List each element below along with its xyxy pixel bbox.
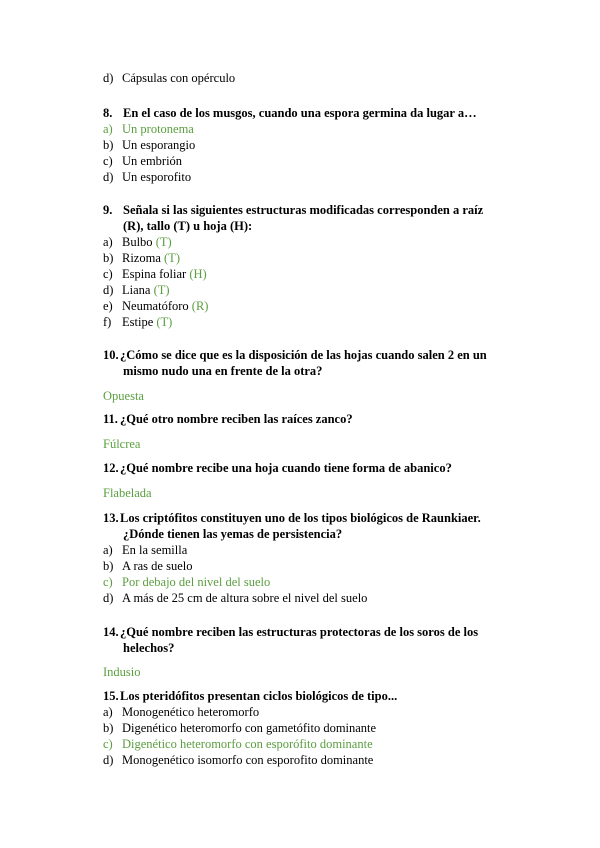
- q13-question-line2: ¿Dónde tienen las yemas de persistencia?: [123, 527, 343, 541]
- option-letter: a): [103, 235, 113, 249]
- q15-option-d: [103, 752, 373, 768]
- question-number: 10.: [103, 348, 119, 362]
- q15-option-a: [103, 704, 259, 720]
- question-number: 9.: [103, 203, 113, 217]
- q8-option-b: [103, 137, 195, 153]
- q9-option-e: [103, 298, 208, 314]
- option-text: A ras de suelo: [122, 559, 193, 573]
- option-letter: a): [103, 543, 113, 557]
- option-letter: d): [103, 170, 114, 184]
- option-text: Un esporofito: [122, 170, 192, 184]
- question-text: ¿Qué otro nombre reciben las raíces zanco?: [120, 412, 353, 426]
- q15-option-c: [103, 736, 373, 752]
- question-number: 8.: [103, 106, 113, 120]
- option-letter: a): [103, 705, 113, 719]
- q9-option-c: [103, 266, 207, 282]
- question-text: Los criptófitos constituyen uno de los tipos biológicos de Raunkiaer.: [120, 511, 481, 525]
- option-letter: d): [103, 283, 114, 297]
- option-letter: b): [103, 721, 114, 735]
- option-text: Espina foliar: [122, 267, 187, 281]
- option-text: Un embrión: [122, 154, 183, 168]
- option-letter: c): [103, 737, 113, 751]
- q13-option-c: [103, 574, 270, 590]
- q13-option-a: [103, 542, 187, 558]
- option-letter: d): [103, 591, 114, 605]
- q7-option-d: [103, 70, 235, 86]
- option-letter: e): [103, 299, 113, 313]
- question-text: ¿Qué nombre reciben las estructuras protectoras de los soros de los: [120, 625, 479, 639]
- option-text: Por debajo del nivel del suelo: [122, 575, 271, 589]
- q9-option-b: [103, 250, 180, 266]
- q10-question-line2: mismo nudo una en frente de la otra?: [123, 364, 323, 378]
- q9-question-line2: (R), tallo (T) u hoja (H):: [123, 219, 253, 233]
- option-letter: c): [103, 575, 113, 589]
- option-text: Bulbo: [122, 235, 153, 249]
- q9-option-a: [103, 234, 172, 250]
- question-text: Señala si las siguientes estructuras modificadas corresponden a raíz: [123, 203, 484, 217]
- q15-question: [103, 688, 397, 704]
- q9-question-line1: [103, 202, 483, 218]
- q11-question: [103, 411, 353, 427]
- question-text: Los pteridófitos presentan ciclos biológicos de tipo...: [120, 689, 398, 703]
- option-answer: (R): [191, 299, 209, 313]
- option-letter: b): [103, 251, 114, 265]
- q10-question-line1: [103, 347, 487, 363]
- question-number: 13.: [103, 511, 119, 525]
- option-text: Un esporangio: [122, 138, 196, 152]
- option-text: A más de 25 cm de altura sobre el nivel del suelo: [122, 591, 368, 605]
- option-text: En la semilla: [122, 543, 188, 557]
- option-letter: d): [103, 753, 114, 767]
- option-letter: c): [103, 267, 113, 281]
- option-letter: c): [103, 154, 113, 168]
- q9-option-f: [103, 314, 172, 330]
- question-number: 14.: [103, 625, 119, 639]
- q13-option-d: [103, 590, 367, 606]
- option-letter: b): [103, 138, 114, 152]
- question-text: ¿Qué nombre recibe una hoja cuando tiene forma de abanico?: [120, 461, 452, 475]
- option-letter: a): [103, 122, 113, 136]
- option-letter: f): [103, 315, 112, 329]
- option-text: Estipe: [122, 315, 154, 329]
- option-text: Cápsulas con opérculo: [122, 71, 236, 85]
- q13-question-line1: [103, 510, 481, 526]
- q11-answer: Fúlcrea: [103, 437, 141, 451]
- option-text: Monogenético heteromorfo: [122, 705, 260, 719]
- question-number: 11.: [103, 412, 118, 426]
- option-letter: d): [103, 71, 114, 85]
- q8-option-c: [103, 153, 182, 169]
- option-answer: (T): [153, 283, 170, 297]
- q10-answer: Opuesta: [103, 389, 144, 403]
- q13-option-b: [103, 558, 192, 574]
- option-answer: (T): [156, 315, 173, 329]
- q8-question: [103, 105, 477, 121]
- option-text: Un protonema: [122, 122, 194, 136]
- q12-answer: Flabelada: [103, 486, 152, 500]
- question-number: 12.: [103, 461, 119, 475]
- option-answer: (T): [155, 235, 172, 249]
- q8-option-a: [103, 121, 194, 137]
- q8-option-d: [103, 169, 191, 185]
- option-answer: (T): [164, 251, 180, 265]
- option-text: Digenético heteromorfo con esporófito dominante: [122, 737, 373, 751]
- q14-question-line2: helechos?: [123, 641, 175, 655]
- q9-option-d: [103, 282, 170, 298]
- question-text: En el caso de los musgos, cuando una espora germina da lugar a…: [123, 106, 477, 120]
- option-text: Neumatóforo: [122, 299, 189, 313]
- q12-question: [103, 460, 452, 476]
- question-number: 15.: [103, 689, 119, 703]
- option-letter: b): [103, 559, 114, 573]
- q14-answer: Indusio: [103, 665, 141, 679]
- option-text: Liana: [122, 283, 151, 297]
- q15-option-b: [103, 720, 376, 736]
- q14-question-line1: [103, 624, 478, 640]
- option-answer: (H): [189, 267, 207, 281]
- option-text: Rizoma: [122, 251, 161, 265]
- option-text: Digenético heteromorfo con gametófito dominante: [122, 721, 377, 735]
- option-text: Monogenético isomorfo con esporofito dominante: [122, 753, 374, 767]
- question-text: ¿Cómo se dice que es la disposición de las hojas cuando salen 2 en un: [120, 348, 487, 362]
